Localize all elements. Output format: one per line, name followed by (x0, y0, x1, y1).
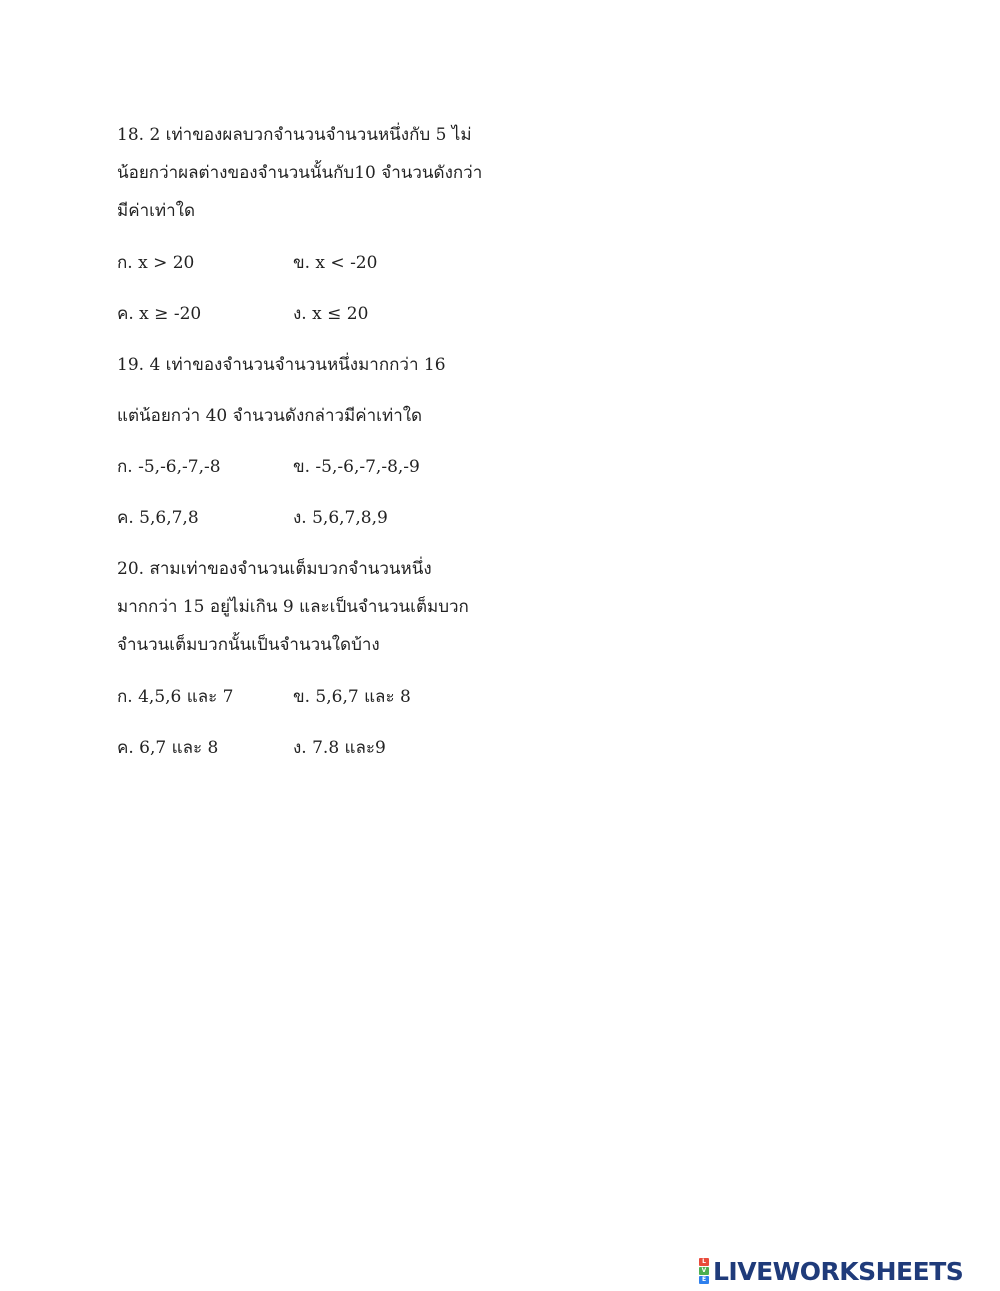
liveworksheets-wordmark: LIVEWORKSHEETS (713, 1256, 964, 1286)
question-19-line-2: แต่น้อยกว่า 40 จำนวนดังกล่าวมีค่าเท่าใด (117, 406, 423, 426)
question-19-option-d: ง. 5,6,7,8,9 (293, 508, 388, 528)
question-18-line-2: น้อยกว่าผลต่างของจำนวนนั้นกับ10 จำนวนดังกว่า (117, 163, 483, 183)
question-20-line-3: จำนวนเต็มบวกนั้นเป็นจำนวนใดบ้าง (117, 635, 380, 655)
question-18-option-d: ง. x ≤ 20 (293, 304, 369, 324)
liveworksheets-logo-icon (699, 1258, 709, 1284)
liveworksheets-logo (699, 1256, 963, 1286)
question-19-option-b: ข. -5,-6,-7,-8,-9 (293, 457, 420, 477)
question-18-line-3: มีค่าเท่าใด (117, 201, 196, 221)
question-18-line-1: 18. 2 เท่าของผลบวกจำนวนจำนวนหนึ่งกับ 5 ไม่ (117, 125, 472, 145)
logo-block-v: V (699, 1267, 709, 1275)
question-18-option-a: ก. x > 20 (117, 253, 195, 273)
logo-block-l: L (699, 1258, 709, 1266)
logo-block-e: E (699, 1276, 709, 1284)
question-20-line-1: 20. สามเท่าของจำนวนเต็มบวกจำนวนหนึ่ง (117, 559, 432, 579)
question-20-option-a: ก. 4,5,6 และ 7 (117, 687, 234, 707)
question-18-option-b: ข. x < -20 (293, 253, 378, 273)
question-20-line-2: มากกว่า 15 อยู่ไม่เกิน 9 และเป็นจำนวนเต็มบวก (117, 597, 469, 617)
question-19-option-c: ค. 5,6,7,8 (117, 508, 199, 528)
question-20-option-c: ค. 6,7 และ 8 (117, 738, 219, 758)
question-18-option-c: ค. x ≥ -20 (117, 304, 202, 324)
question-19-option-a: ก. -5,-6,-7,-8 (117, 457, 221, 477)
question-19-line-1: 19. 4 เท่าของจำนวนจำนวนหนึ่งมากกว่า 16 (117, 355, 446, 375)
question-20-option-d: ง. 7.8 และ9 (293, 738, 386, 758)
question-20-option-b: ข. 5,6,7 และ 8 (293, 687, 411, 707)
